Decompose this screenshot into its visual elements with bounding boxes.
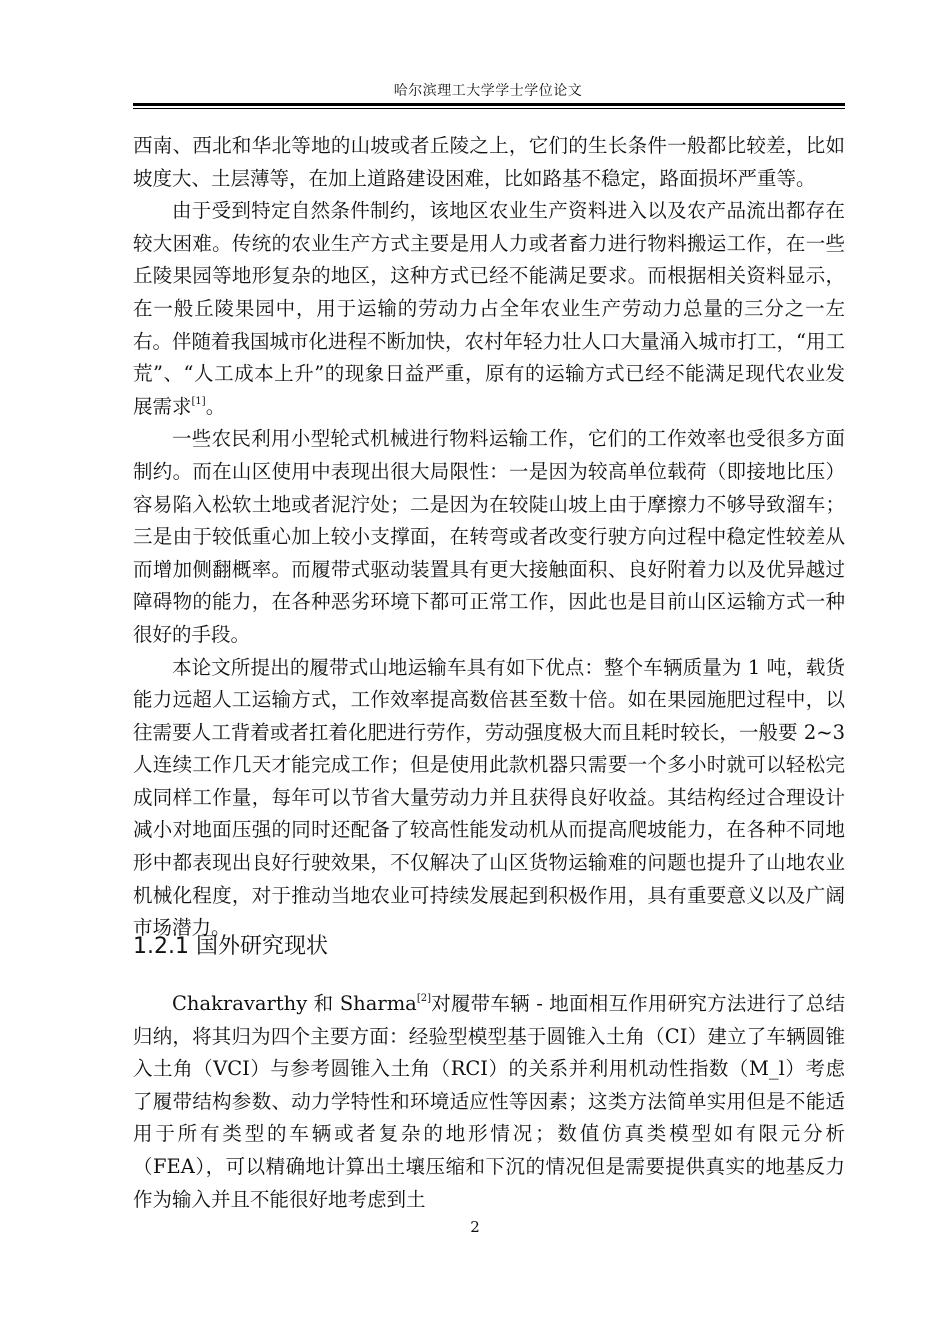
body-text	[133, 130, 845, 945]
section-heading: 1.2.1 国外研究现状	[133, 934, 328, 959]
citation-mark: [1]	[191, 395, 206, 407]
paragraph: 本论文所提出的履带式山地运输车具有如下优点：整个车辆质量为 1 吨，载货能力远超人工运输方式，工作效率提高数倍甚至数十倍。如在果园施肥过程中，以往需要人工背着或者扛着化肥进行劳作，劳动强度极大而且耗时较长，一般要 2~3 人连续工作几天才能完成工作；但是使用此款机器只需要一个多小时就可以轻松完成同样工作量，每年可以节省大量劳动力并且获得良好收益。其结构经过合理设计减小对地面压强的同时还配备了较高性能发动机从而提高爬坡能力，在各种不同地形中都表现出良好行驶效果，不仅解决了山区货物运输难的问题也提升了山地农业机械化程度，对于推动当地农业可持续发展起到积极作用，具有重要意义以及广阔市场潜力。	[133, 655, 845, 940]
paragraph-end: 。	[205, 394, 226, 418]
paragraph	[133, 195, 845, 423]
header-rule-thin	[133, 108, 845, 109]
page-number: 2	[470, 1218, 480, 1236]
paragraph-text: 对履带车辆 - 地面相互作用研究方法进行了总结归纳，将其归为四个主要方面：经验型模型基于圆锥入土角（CI）建立了车辆圆锥入土角（VCI）与参考圆锥入土角（RCI）的关系并利用机动性指数（M_l）考虑了履带结构参数、动力学特性和环境适应性等因素；这类方法简单实用但是不能适用于所有类型的车辆或者复杂的地形情况；数值仿真类模型如有限元分析（FEA），可以精确地计算出土壤压缩和下沉的情况但是需要提供真实的地基反力作为输入并且不能很好地考虑到土	[133, 992, 845, 1211]
header-rule-thick	[133, 103, 845, 106]
paragraph	[133, 988, 845, 1216]
running-header: 哈尔滨理工大学学士学位论文	[393, 83, 583, 99]
paragraph-lead: Chakravarthy 和 Sharma	[172, 992, 417, 1015]
paragraph-text: 由于受到特定自然条件制约，该地区农业生产资料进入以及农产品流出都存在较大困难。传统的农业生产方式主要是用人力或者畜力进行物料搬运工作，在一些丘陵果园等地形复杂的地区，这种方式已经不能满足要求。而根据相关资料显示，在一般丘陵果园中，用于运输的劳动力占全年农业生产劳动力总量的三分之一左右。伴随着我国城市化进程不断加快，农村年轻力壮人口大量涌入城市打工，“用工荒”、“人工成本上升”的现象日益严重，原有的运输方式已经不能满足现代农业发展需求	[133, 199, 845, 418]
paragraph: 一些农民利用小型轮式机械进行物料运输工作，它们的工作效率也受很多方面制约。而在山区使用中表现出很大局限性：一是因为较高单位载荷（即接地比压）容易陷入松软土地或者泥泞处；二是因为在较陡山坡上由于摩擦力不够导致溜车；三是由于较低重心加上较小支撑面，在转弯或者改变行驶方向过程中稳定性较差从而增加侧翻概率。而履带式驱动装置具有更大接触面积、良好附着力以及优异越过障碍物的能力，在各种恶劣环境下都可正常工作，因此也是目前山区运输方式一种很好的手段。	[133, 427, 845, 646]
section-body	[133, 988, 845, 1216]
citation-mark: [2]	[416, 993, 431, 1004]
paragraph-continued: 西南、西北和华北等地的山坡或者丘陵之上，它们的生长条件一般都比较差，比如坡度大、土层薄等，在加上道路建设困难，比如路基不稳定，路面损坏严重等。	[133, 134, 845, 190]
